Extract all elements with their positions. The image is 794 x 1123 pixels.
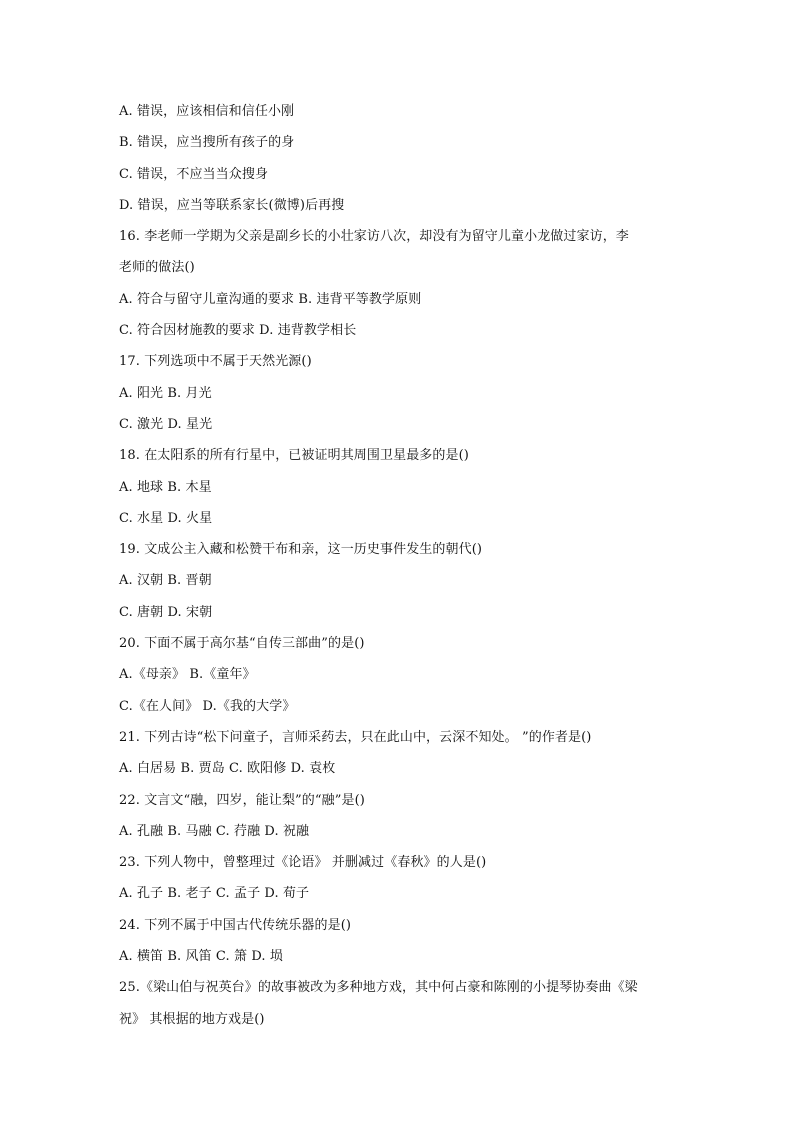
question-22: 22. 文言文“融，四岁，能让梨”的“融”是() (119, 792, 365, 808)
option-line: A. 符合与留守儿童沟通的要求 B. 违背平等教学原则 (119, 291, 422, 307)
option-line: C. 错误，不应当当众搜身 (119, 166, 269, 182)
option-line: A. 地球 B. 木星 (119, 479, 212, 495)
question-25-continued: 祝》 其根据的地方戏是() (119, 1011, 265, 1027)
option-line: A. 汉朝 B. 晋朝 (119, 573, 212, 589)
question-19: 19. 文成公主入藏和松赞干布和亲，这一历史事件发生的朝代() (119, 542, 483, 558)
question-20: 20. 下面不属于高尔基“自传三部曲”的是() (119, 636, 365, 652)
question-21: 21. 下列古诗“松下问童子，言师采药去，只在此山中，云深不知处。 ”的作者是() (119, 729, 592, 745)
question-18: 18. 在太阳系的所有行星中，已被证明其周围卫星最多的是() (119, 448, 469, 464)
option-line: C. 符合因材施教的要求 D. 违背教学相长 (119, 323, 357, 339)
question-17: 17. 下列选项中不属于天然光源() (119, 354, 312, 370)
option-line: C. 激光 D. 星光 (119, 416, 213, 432)
question-23: 23. 下列人物中，曾整理过《论语》 并删减过《春秋》的人是() (119, 855, 487, 871)
option-line: A. 横笛 B. 风笛 C. 箫 D. 埙 (119, 949, 283, 965)
option-line: A.《母亲》 B.《童年》 (119, 667, 256, 683)
document-body (119, 101, 679, 1040)
option-line: A. 孔子 B. 老子 C. 孟子 D. 荀子 (119, 886, 310, 902)
question-24: 24. 下列不属于中国古代传统乐器的是() (119, 917, 352, 933)
option-line: A. 错误，应该相信和信任小刚 (119, 104, 295, 119)
option-line: D. 错误，应当等联系家长(微博)后再搜 (119, 197, 345, 213)
question-16-continued: 老师的做法() (119, 260, 195, 276)
option-line: C. 水星 D. 火星 (119, 510, 213, 526)
option-line: A. 孔融 B. 马融 C. 荇融 D. 祝融 (119, 823, 310, 839)
question-16: 16. 李老师一学期为父亲是副乡长的小壮家访八次，却没有为留守儿童小龙做过家访，李 (119, 229, 629, 245)
question-25: 25.《梁山伯与祝英台》的故事被改为多种地方戏，其中何占豪和陈刚的小提琴协奏曲《梁 (119, 980, 638, 996)
option-line: C. 唐朝 D. 宋朝 (119, 604, 213, 620)
option-line: A. 白居易 B. 贾岛 C. 欧阳修 D. 袁枚 (119, 761, 336, 777)
option-line: C.《在人间》 D.《我的大学》 (119, 698, 296, 714)
option-line: A. 阳光 B. 月光 (119, 385, 212, 401)
option-line: B. 错误，应当搜所有孩子的身 (119, 135, 295, 151)
